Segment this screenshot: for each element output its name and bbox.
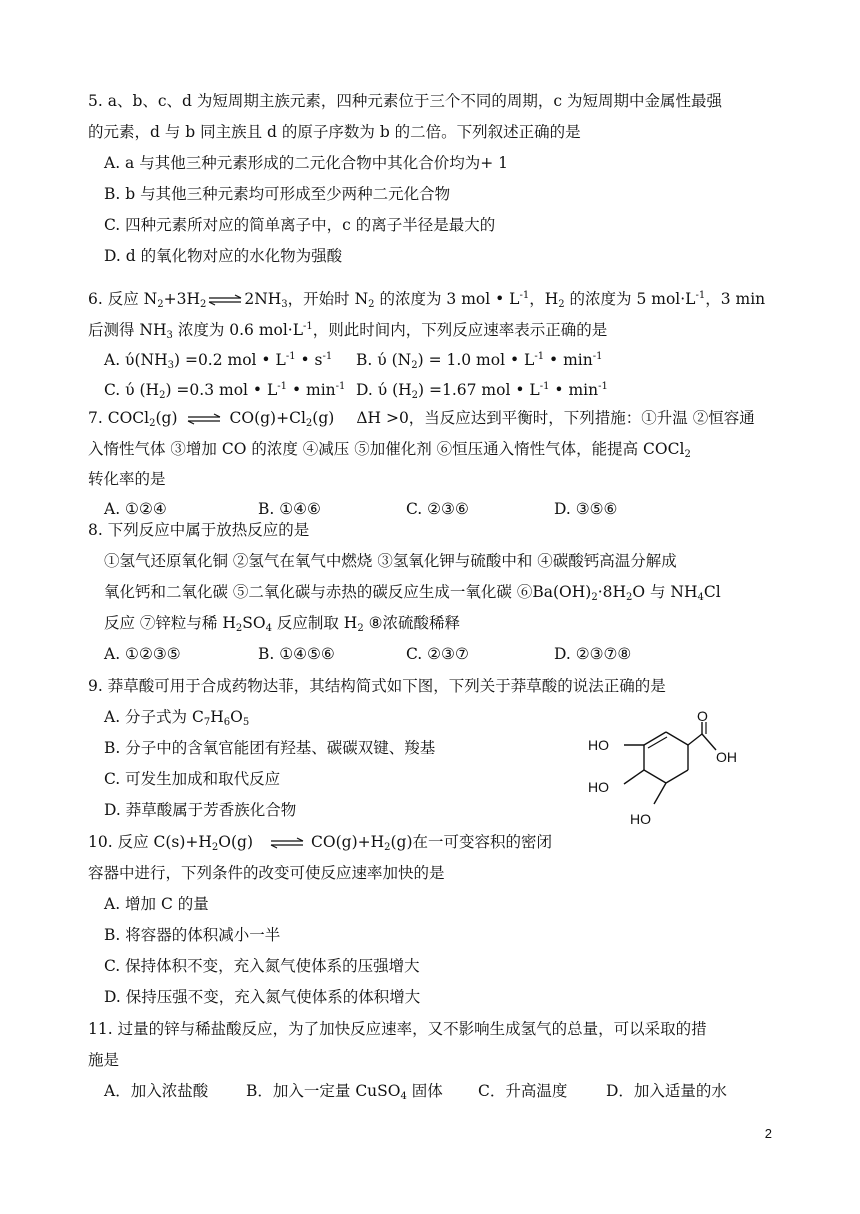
q5-option-c: C. 四种元素所对应的简单离子中，c 的离子半径是最大的 <box>104 216 496 234</box>
q8-option-c: C. ②③⑦ <box>406 645 469 663</box>
q10-stem-line1: 10. 反应 $C(s)+H_2O(g)$ $CO(g)+H_2(g)$在一可变容积的密闭 <box>88 833 553 853</box>
carboxyl-oh-label: OH <box>716 749 737 765</box>
hydroxyl-label-1: HO <box>588 737 609 753</box>
equilibrium-arrow-icon <box>208 294 242 306</box>
q6-option-b: B. ύ $(N_2) = 1.0$ mol • $L^{-1}$ • $\min^{-1}$ <box>356 351 603 371</box>
equilibrium-arrow-icon <box>267 837 307 849</box>
q8-option-b: B. ①④⑤⑥ <box>258 645 335 663</box>
q7-option-c: C. ②③⑥ <box>406 500 469 518</box>
q8-option-d: D. ②③⑦⑧ <box>554 645 632 663</box>
q6-stem-line2: 后测得 $NH_3$ 浓度为 0.6 $mol\cdot L^{-1}$，则此时间内，下列反应速率表示正确的是 <box>88 321 608 341</box>
q7-stem-line2: 入惰性气体 ③增加 CO 的浓度 ④减压 ⑤加催化剂 ⑥恒压通入惰性气体，能提高 COCl$_2$ <box>88 440 691 460</box>
q6-option-c: C. ύ $(H_2) =0.3$ mol • $L^{-1}$ • $\min^{-1}$ <box>104 381 346 401</box>
q8-option-a: A. ①②③⑤ <box>104 645 181 663</box>
equilibrium-arrow-icon <box>184 413 224 425</box>
q11-option-b: B．加入一定量 CuSO$_4$ 固体 <box>246 1082 443 1102</box>
q7-option-b: B. ①④⑥ <box>258 500 321 518</box>
q8-item-line2: 氧化钙和二氧化碳 ⑤二氧化碳与赤热的碳反应生成一氧化碳 $⑥Ba(OH)_2\cdot 8H_2O$ 与 $NH_4Cl$ <box>104 583 721 603</box>
hydroxyl-label-2: HO <box>588 779 609 795</box>
q8-stem: 8. 下列反应中属于放热反应的是 <box>88 521 310 539</box>
q10-option-b: B. 将容器的体积减小一半 <box>104 926 281 944</box>
q5-option-a: A. a 与其他三种元素形成的二元化合物中其化合价均为+ 1 <box>104 154 508 172</box>
q5-option-d: D. d 的氧化物对应的水化物为强酸 <box>104 247 343 265</box>
q5-option-b: B. b 与其他三种元素均可形成至少两种二元化合物 <box>104 185 451 203</box>
q10-option-c: C. 保持体积不变，充入氮气使体系的压强增大 <box>104 957 420 975</box>
q8-item-line3: 反应 ⑦锌粒与稀 $H_2SO_4$ 反应制取 $H_2$ ⑧浓硫酸稀释 <box>104 614 461 634</box>
carbonyl-o-label: O <box>697 710 708 724</box>
q6-option-d: D. ύ $(H_2) =1.67$ mol • $L^{-1}$ • $\min^{-1}$ <box>356 381 608 401</box>
q9-option-a: A. 分子式为 $C_7H_6O_5$ <box>104 708 250 728</box>
q9-option-d: D. 莽草酸属于芳香族化合物 <box>104 801 297 819</box>
q6-option-a: A. $ύ(NH_3) =0.2$ mol • $L^{-1}$ • $s^{-1}$ <box>104 351 333 371</box>
q7-option-a: A. ①②④ <box>104 500 167 518</box>
q10-option-d: D. 保持压强不变，充入氮气使体系的体积增大 <box>104 988 421 1006</box>
q8-item-line1: ①氢气还原氧化铜 ②氢气在氧气中燃烧 ③氢氧化钾与硫酸中和 ④碳酸钙高温分解成 <box>104 552 677 570</box>
q7-stem-line1: 7. COCl$_2$(g) $CO(g)+Cl_2(g)$ ΔH >0，当反应达到平衡时，下列措施：①升温 ②恒容通 <box>88 409 755 429</box>
q6-stem-line1: 6. 反应 $N_2+3H_2$ $2NH_3$，开始时 $N_2$ 的浓度为 3 mol • $L^{-1}$，$H_2$ 的浓度为 5 $mol\cdot L^{-1}$，3 min <box>88 290 766 310</box>
page-number: 2 <box>764 1126 772 1141</box>
q5-stem-line2: 的元素，d 与 b 同主族且 d 的原子序数为 b 的二倍。下列叙述正确的是 <box>88 123 581 141</box>
q11-option-c: C．升高温度 <box>478 1082 568 1100</box>
q9-option-b: B. 分子中的含氧官能团有羟基、碳碳双键、羧基 <box>104 739 436 757</box>
q11-stem-line1: 11. 过量的锌与稀盐酸反应，为了加快反应速率，又不影响生成氢气的总量，可以采取的措 <box>88 1020 707 1038</box>
q11-option-a: A．加入浓盐酸 <box>104 1082 209 1100</box>
q5-stem-line1: 5. a、b、c、d 为短周期主族元素，四种元素位于三个不同的周期，c 为短周期中金属性最强 <box>88 92 723 110</box>
q11-option-d: D．加入适量的水 <box>606 1082 727 1100</box>
q7-option-d: D. ③⑤⑥ <box>554 500 618 518</box>
q10-option-a: A. 增加 C 的量 <box>104 895 209 913</box>
hydroxyl-label-3: HO <box>630 811 651 827</box>
q9-option-c: C. 可发生加成和取代反应 <box>104 770 281 788</box>
q10-stem-line2: 容器中进行，下列条件的改变可使反应速率加快的是 <box>88 864 445 882</box>
q7-stem-line3: 转化率的是 <box>88 470 166 488</box>
shikimic-acid-structure <box>584 710 754 830</box>
q11-stem-line2: 施是 <box>88 1051 120 1069</box>
q9-stem: 9. 莽草酸可用于合成药物达菲，其结构简式如下图，下列关于莽草酸的说法正确的是 <box>88 677 666 695</box>
